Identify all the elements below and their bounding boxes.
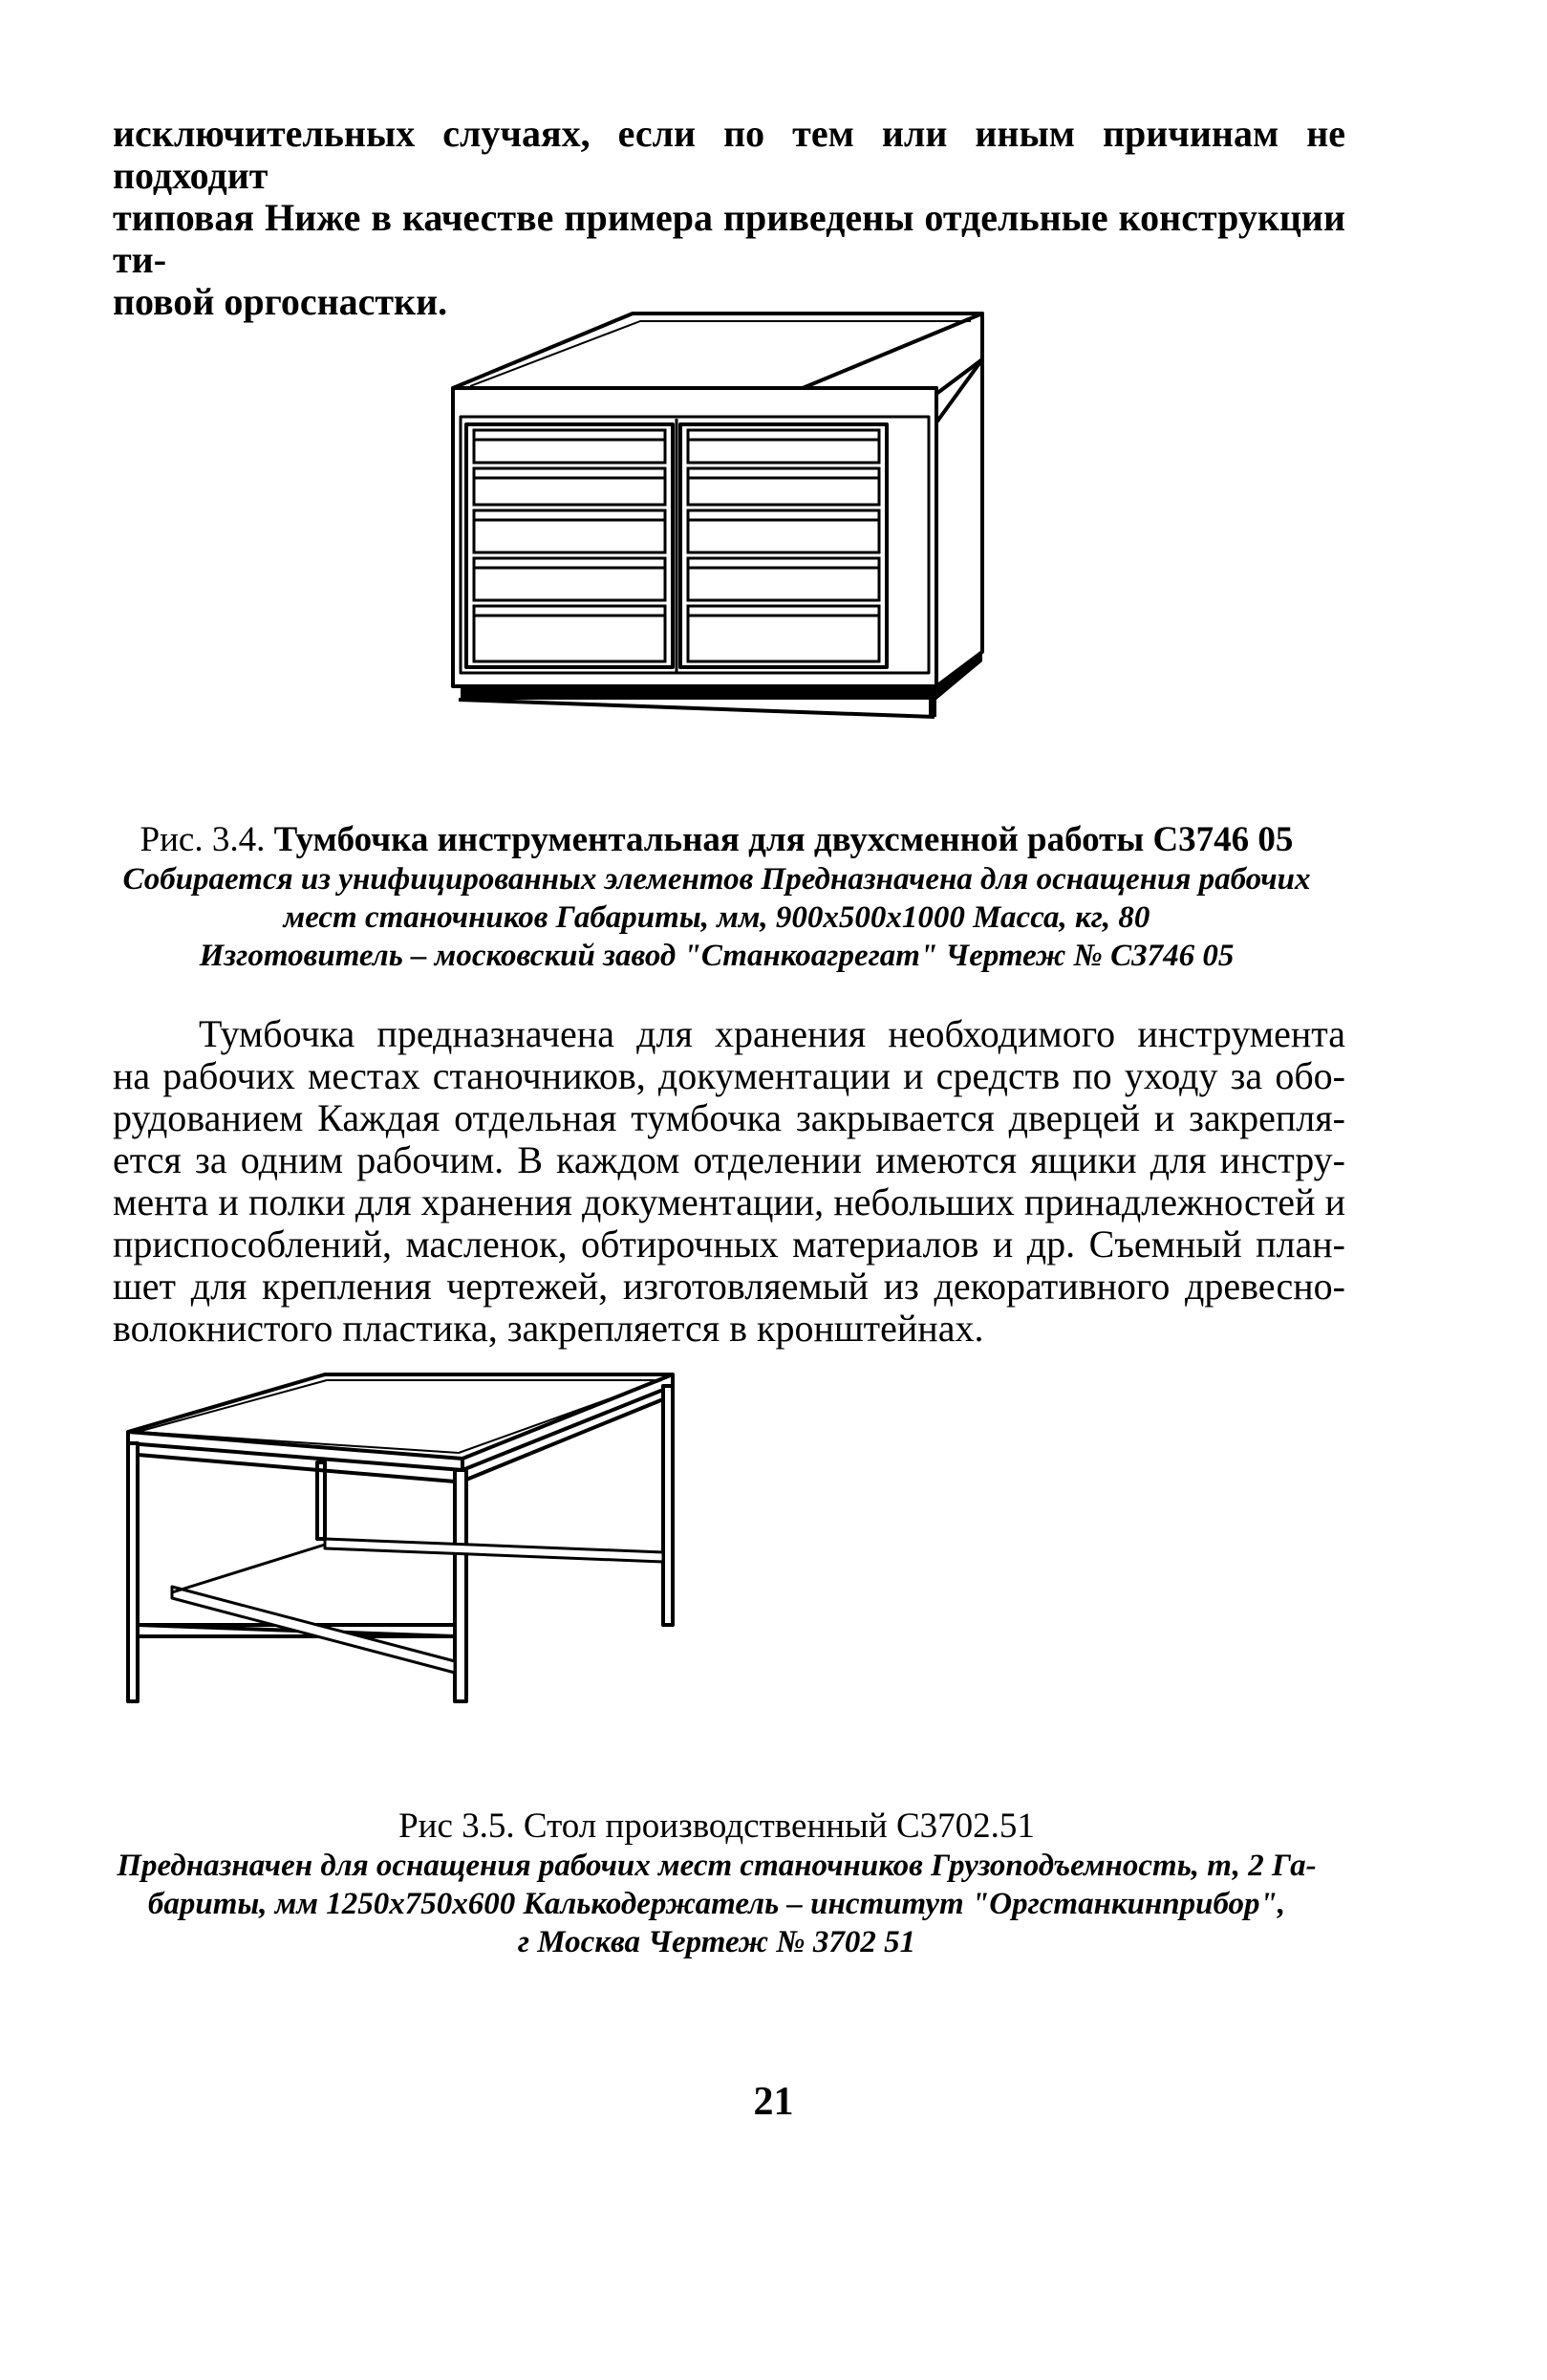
middle-paragraph	[113, 1013, 1345, 1350]
text-line: волокнистого пластика, закрепляется в кронштейнах.	[113, 1307, 984, 1350]
text-line: повой оргоснастки.	[113, 280, 448, 323]
figure-1-title	[96, 820, 1338, 860]
top-paragraph	[113, 113, 1345, 323]
figure-2-title-text: Стол производственный С3702.51	[523, 1807, 1035, 1846]
text-line: приспособлений, масленок, обтирочных материалов и др. Съемный план-	[113, 1222, 1345, 1266]
text-line: типовая Ниже в качестве примера приведены отдельные конструкции ти-	[113, 196, 1345, 281]
figure-2-caption	[96, 1807, 1338, 1961]
figure-1-number: Рис. 3.4.	[140, 820, 266, 859]
text-line: рудованием Каждая отдельная тумбочка закрывается дверцей и закрепля-	[113, 1096, 1345, 1139]
figure-1-description-line: мест станочников Габариты, мм, 900х500х1000 Масса, кг, 80	[283, 900, 1150, 935]
production-table-illustration	[115, 1367, 688, 1711]
text-line: исключительных случаях, если по тем или иным причинам не подходит	[113, 112, 1345, 197]
text-line: мента и полки для хранения документации, небольших принадлежностей и	[113, 1180, 1345, 1223]
figure-1-title-text: Тумбочка инструментальная для двухсменной работы С3746 05	[273, 820, 1294, 859]
text-line: на рабочих местах станочников, документации и средств по уходу за обо-	[113, 1054, 1345, 1097]
figure-2-description-line: бариты, мм 1250х750х600 Калькодержатель – институт "Оргстанкинприбор",	[147, 1887, 1286, 1921]
figure-1-description-line: Изготовитель – московский завод "Станкоагрегат" Чертеж № С3746 05	[199, 939, 1235, 973]
figure-2-description-line: г Москва Чертеж № 3702 51	[517, 1925, 916, 1959]
figure-2-description-line: Предназначен для оснащения рабочих мест станочников Грузоподъемность, т, 2 Га-	[117, 1849, 1317, 1883]
text-line: ется за одним рабочим. В каждом отделении имеются ящики для инстру-	[113, 1138, 1345, 1181]
page-number: 21	[753, 2080, 794, 2124]
figure-1-description-line: Собирается из унифицированных элементов Предназначена для оснащения рабочих	[122, 862, 1311, 897]
figure-2-number: Рис 3.5.	[398, 1807, 515, 1846]
tool-cabinet-illustration	[440, 306, 994, 784]
text-line: Тумбочка предназначена для хранения необходимого инструмента	[199, 1012, 1345, 1055]
text-line: шет для крепления чертежей, изготовляемый из декоративного древесно-	[113, 1265, 1345, 1308]
figure-2-title	[96, 1807, 1338, 1847]
figure-1-caption	[96, 820, 1338, 975]
